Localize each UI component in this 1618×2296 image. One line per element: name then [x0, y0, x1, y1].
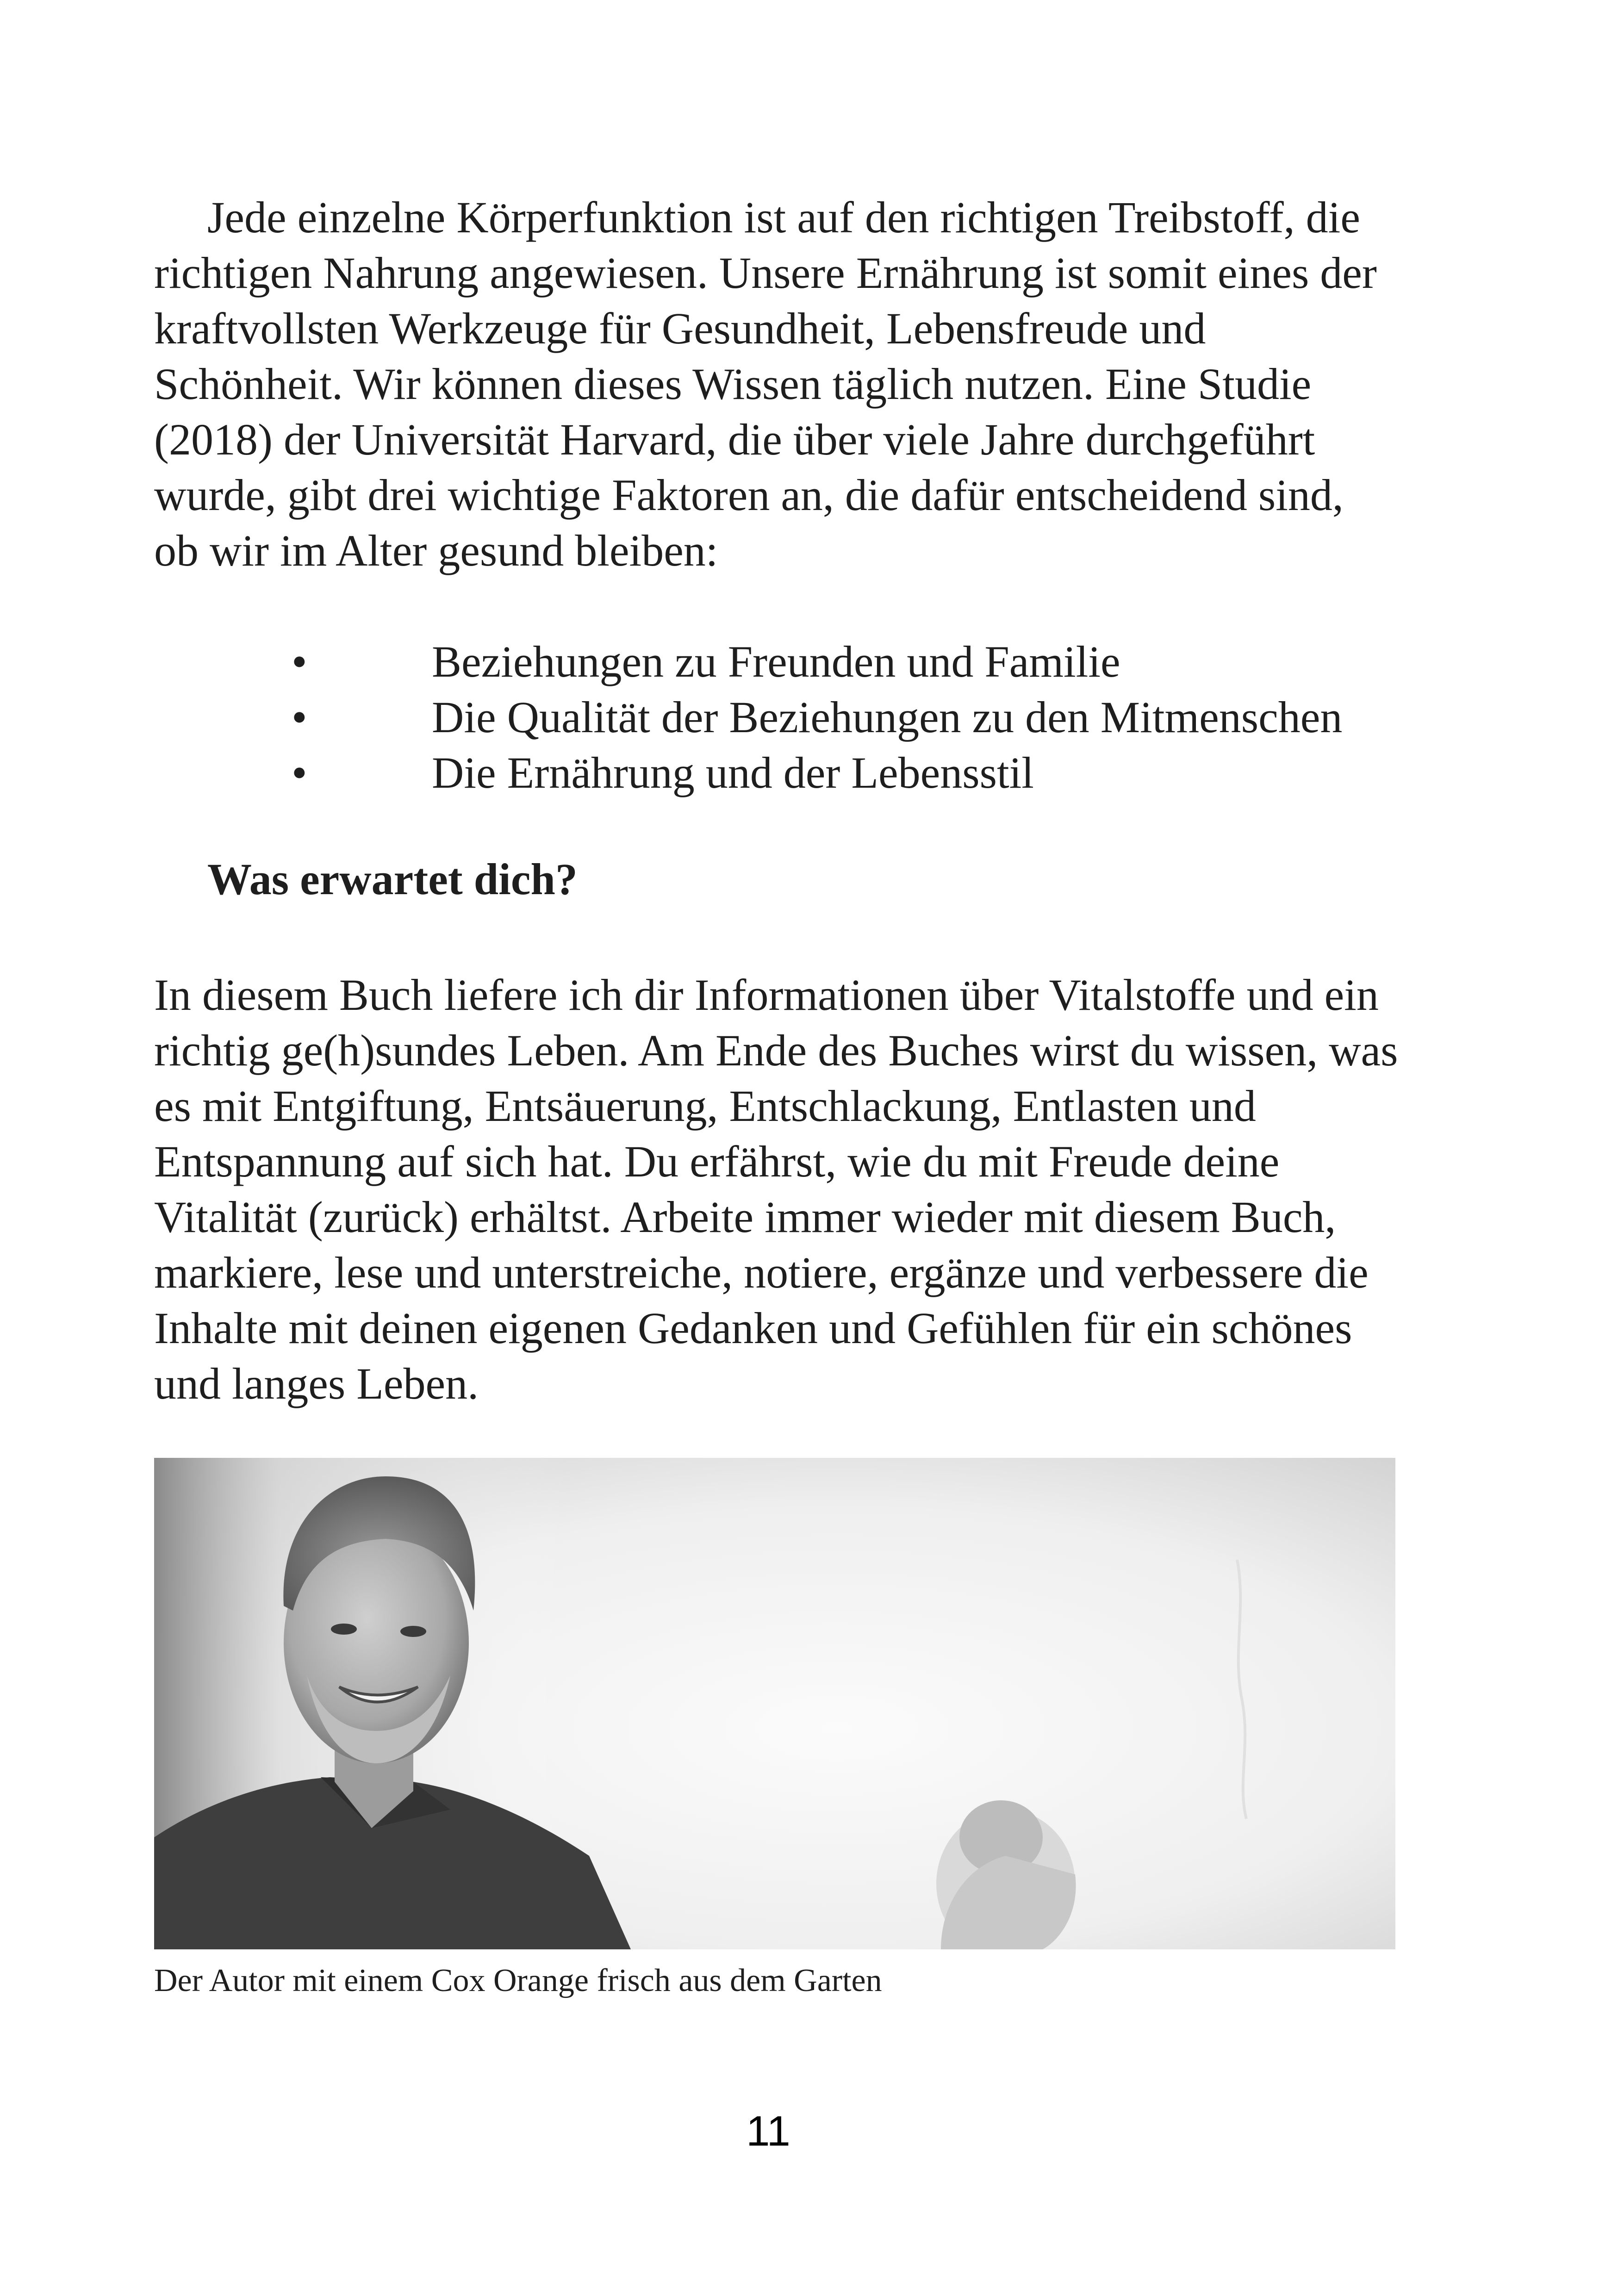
paragraph-line: ob wir im Alter gesund bleiben: [154, 526, 718, 575]
photo-caption: Der Autor mit einem Cox Orange frisch aus dem Garten [154, 1963, 882, 1998]
page-number: 11 [746, 2108, 790, 2155]
paragraph-line: kraftvollsten Werkzeuge für Gesundheit, Lebensfreude und [154, 304, 1206, 353]
bullet-icon: • [292, 637, 307, 686]
paragraph-line: Jede einzelne Körperfunktion ist auf den richtigen Treibstoff, die [207, 193, 1360, 242]
bullet-icon: • [292, 748, 307, 797]
list-item-text: Die Qualität der Beziehungen zu den Mitmenschen [432, 692, 1343, 742]
paragraph-line: markiere, lese und unterstreiche, notiere, ergänze und verbessere die [154, 1248, 1369, 1297]
paragraph-line: und langes Leben. [154, 1359, 479, 1408]
paragraph-line: richtig ge(h)sundes Leben. Am Ende des Buches wirst du wissen, was [154, 1026, 1398, 1075]
paragraph-line: (2018) der Universität Harvard, die über viele Jahre durchgeführt [154, 415, 1315, 464]
paragraph-line: es mit Entgiftung, Entsäuerung, Entschlackung, Entlasten und [154, 1081, 1256, 1131]
paragraph-line: wurde, gibt drei wichtige Faktoren an, die dafür entscheidend sind, [154, 470, 1344, 520]
paragraph-line: Inhalte mit deinen eigenen Gedanken und Gefühlen für ein schönes [154, 1303, 1352, 1353]
author-photo [154, 1458, 1395, 1949]
paragraph-line: Entspannung auf sich hat. Du erfährst, wie du mit Freude deine [154, 1137, 1280, 1186]
paragraph-line: Vitalität (zurück) erhältst. Arbeite immer wieder mit diesem Buch, [154, 1192, 1336, 1242]
paragraph-line: richtigen Nahrung angewiesen. Unsere Ernährung ist somit eines der [154, 248, 1377, 298]
section-heading: Was erwartet dich? [207, 854, 578, 904]
list-item-text: Beziehungen zu Freunden und Familie [432, 637, 1120, 686]
bullet-icon: • [292, 692, 307, 742]
list-item-text: Die Ernährung und der Lebensstil [432, 748, 1034, 797]
paragraph-line: In diesem Buch liefere ich dir Informationen über Vitalstoffe und ein [154, 970, 1379, 1020]
paragraph-line: Schönheit. Wir können dieses Wissen täglich nutzen. Eine Studie [154, 359, 1312, 409]
